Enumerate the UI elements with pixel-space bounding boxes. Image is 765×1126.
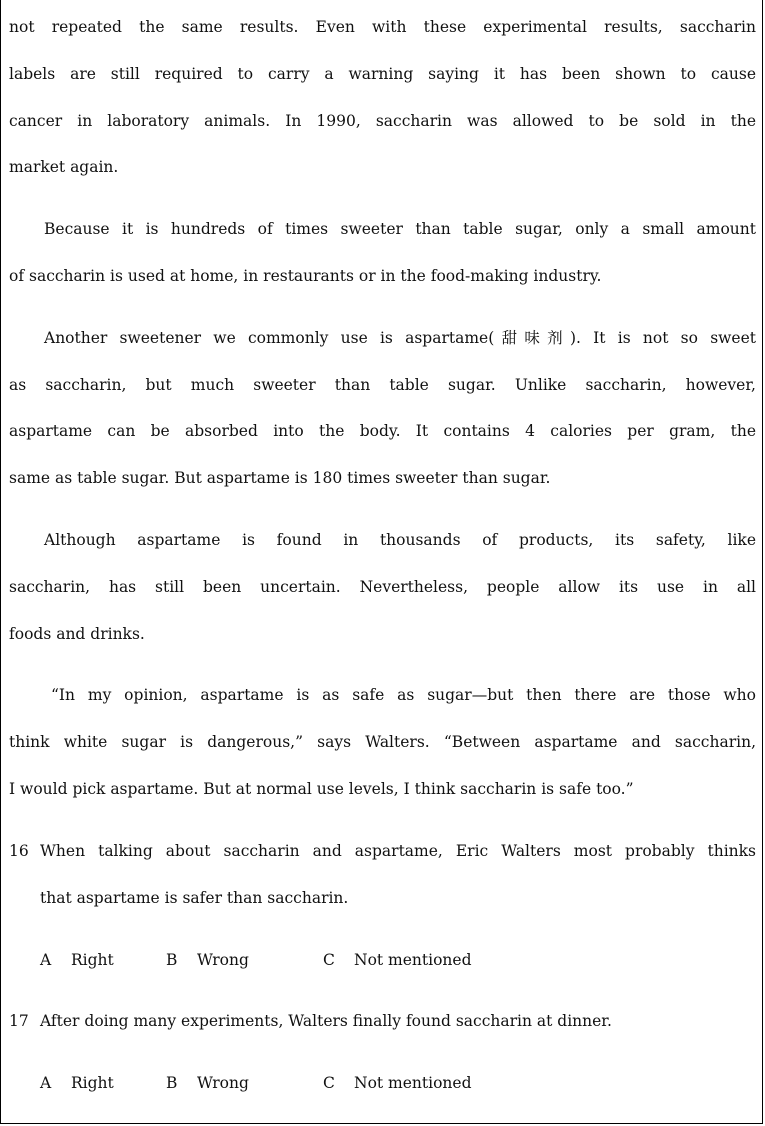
paragraph-1-line-3: cancer in laboratory animals. In 1990, saccharin was allowed to be sold in the [9, 112, 756, 130]
paragraph-4-line-3: foods and drinks. [9, 625, 145, 643]
question-16-number: 16 [9, 842, 29, 860]
paragraph-1-line-2: labels are still required to carry a warning saying it has been shown to cause [9, 65, 756, 83]
q17-option-b-text[interactable]: Wrong [197, 1074, 249, 1092]
q17-option-a-letter: A [40, 1074, 52, 1092]
paragraph-5-line-3: I would pick aspartame. But at normal use levels, I think saccharin is safe too.” [9, 780, 634, 798]
q16-option-b-letter: B [166, 951, 178, 969]
question-16-text-line-1: When talking about saccharin and aspartame, Eric Walters most probably thinks [40, 842, 756, 860]
paragraph-2-line-2: of saccharin is used at home, in restaurants or in the food-making industry. [9, 267, 602, 285]
paragraph-1-line-4: market again. [9, 158, 119, 176]
paragraph-3-line-3: aspartame can be absorbed into the body. It contains 4 calories per gram, the [9, 422, 756, 440]
q17-option-b-letter: B [166, 1074, 178, 1092]
paragraph-2-line-1: Because it is hundreds of times sweeter than table sugar, only a small amount [44, 220, 756, 238]
q17-option-c-text[interactable]: Not mentioned [354, 1074, 472, 1092]
question-17-number: 17 [9, 1012, 29, 1030]
question-17-text-line-1: After doing many experiments, Walters finally found saccharin at dinner. [40, 1012, 612, 1030]
q16-option-a-text[interactable]: Right [71, 951, 114, 969]
paragraph-5-line-2: think white sugar is dangerous,” says Walters. “Between aspartame and saccharin, [9, 733, 756, 751]
paragraph-3-line-2: as saccharin, but much sweeter than table sugar. Unlike saccharin, however, [9, 376, 756, 394]
paragraph-5-line-1: “In my opinion, aspartame is as safe as sugar—but then there are those who [51, 686, 756, 704]
q17-option-c-letter: C [323, 1074, 335, 1092]
q16-option-a-letter: A [40, 951, 52, 969]
q17-option-a-text[interactable]: Right [71, 1074, 114, 1092]
paragraph-1-line-1: not repeated the same results. Even with these experimental results, saccharin [9, 18, 756, 36]
paragraph-3-line-1: Another sweetener we commonly use is aspartame(甜味剂). It is not so sweet [44, 329, 756, 347]
question-16-text-line-2: that aspartame is safer than saccharin. [40, 889, 349, 907]
paragraph-4-line-1: Although aspartame is found in thousands of products, its safety, like [44, 531, 756, 549]
paragraph-3-line-4: same as table sugar. But aspartame is 180 times sweeter than sugar. [9, 469, 551, 487]
q16-option-c-text[interactable]: Not mentioned [354, 951, 472, 969]
paragraph-4-line-2: saccharin, has still been uncertain. Nevertheless, people allow its use in all [9, 578, 756, 596]
q16-option-c-letter: C [323, 951, 335, 969]
q16-option-b-text[interactable]: Wrong [197, 951, 249, 969]
